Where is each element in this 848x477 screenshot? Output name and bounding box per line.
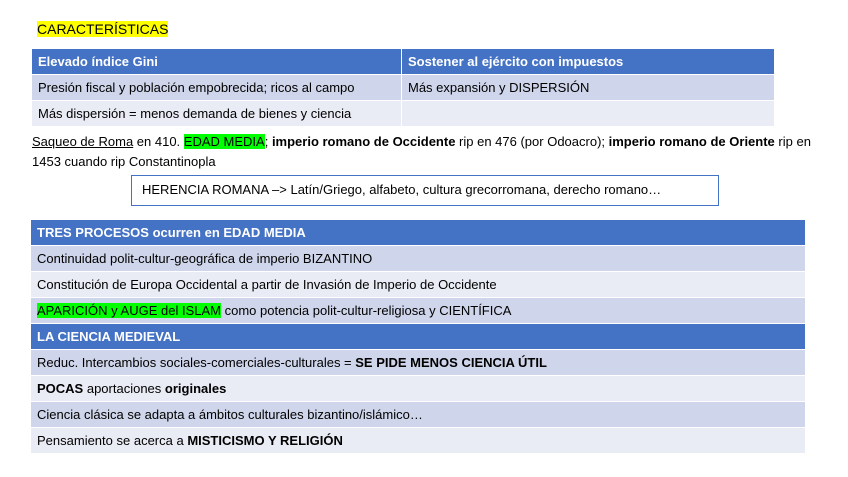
section-header-row <box>31 220 805 246</box>
herencia-box: HERENCIA ROMANA –> Latín/Griego, alfabeto, cultura grecorromana, derecho romano… <box>131 175 719 206</box>
title-highlight: CARACTERÍSTICAS <box>37 21 169 37</box>
table-cell <box>402 101 775 127</box>
table-row <box>32 75 775 101</box>
para-text: rip en 1453 cuando rip Constantinopla <box>32 134 811 169</box>
para-text: en 410. <box>133 134 184 149</box>
section-header: TRES PROCESOS ocurren en EDAD MEDIA <box>31 220 805 246</box>
processes-table <box>31 220 805 454</box>
table-cell <box>31 376 805 402</box>
table-row <box>31 272 805 298</box>
table-header-row <box>32 49 775 75</box>
cell-text: aportaciones <box>83 381 165 396</box>
section-header: LA CIENCIA MEDIEVAL <box>31 324 805 350</box>
cell-text: Pensamiento se acerca a <box>37 433 188 448</box>
table-cell <box>31 350 805 376</box>
table-row <box>31 246 805 272</box>
table-row <box>31 350 805 376</box>
table-row <box>32 101 775 127</box>
bold-text: imperio romano de Oriente <box>608 134 775 149</box>
bold-text: POCAS <box>37 381 84 396</box>
slide-title <box>37 20 168 38</box>
para-text: rip en 476 (por Odoacro); <box>455 134 609 149</box>
table-cell: Presión fiscal y población empobrecida; ricos al campo <box>32 75 402 101</box>
table-row <box>31 376 805 402</box>
saqueo-text: Saqueo de Roma <box>32 134 134 149</box>
header-cell: Elevado índice Gini <box>32 49 402 75</box>
bold-text: imperio romano de Occidente <box>271 134 456 149</box>
bold-text: SE PIDE MENOS CIENCIA ÚTIL <box>355 355 547 370</box>
table-cell: Ciencia clásica se adapta a ámbitos culturales bizantino/islámico… <box>31 402 805 428</box>
table-cell: Más dispersión = menos demanda de bienes y ciencia <box>32 101 402 127</box>
table-row <box>31 428 805 454</box>
islam-highlight: APARICIÓN y AUGE del ISLAM <box>37 303 221 318</box>
table-cell: Continuidad polit-cultur-geográfica de imperio BIZANTINO <box>31 246 805 272</box>
table-cell <box>31 428 805 454</box>
table-cell <box>31 298 805 324</box>
cell-text: Reduc. Intercambios sociales-comerciales-culturales = <box>37 355 356 370</box>
table-row <box>31 402 805 428</box>
characteristics-table <box>31 48 775 127</box>
header-cell: Sostener al ejército con impuestos <box>402 49 775 75</box>
table-row <box>31 298 805 324</box>
table-cell: Más expansión y DISPERSIÓN <box>402 75 775 101</box>
table-cell: Constitución de Europa Occidental a partir de Invasión de Imperio de Occidente <box>31 272 805 298</box>
edad-media-highlight: EDAD MEDIA <box>183 134 265 149</box>
para-text: ; <box>264 134 272 149</box>
bold-text: originales <box>164 381 227 396</box>
bold-text: MISTICISMO Y RELIGIÓN <box>187 433 343 448</box>
section-header-row <box>31 324 805 350</box>
history-paragraph <box>32 132 812 172</box>
cell-text: como potencia polit-cultur-religiosa y CIENTÍFICA <box>220 303 512 318</box>
